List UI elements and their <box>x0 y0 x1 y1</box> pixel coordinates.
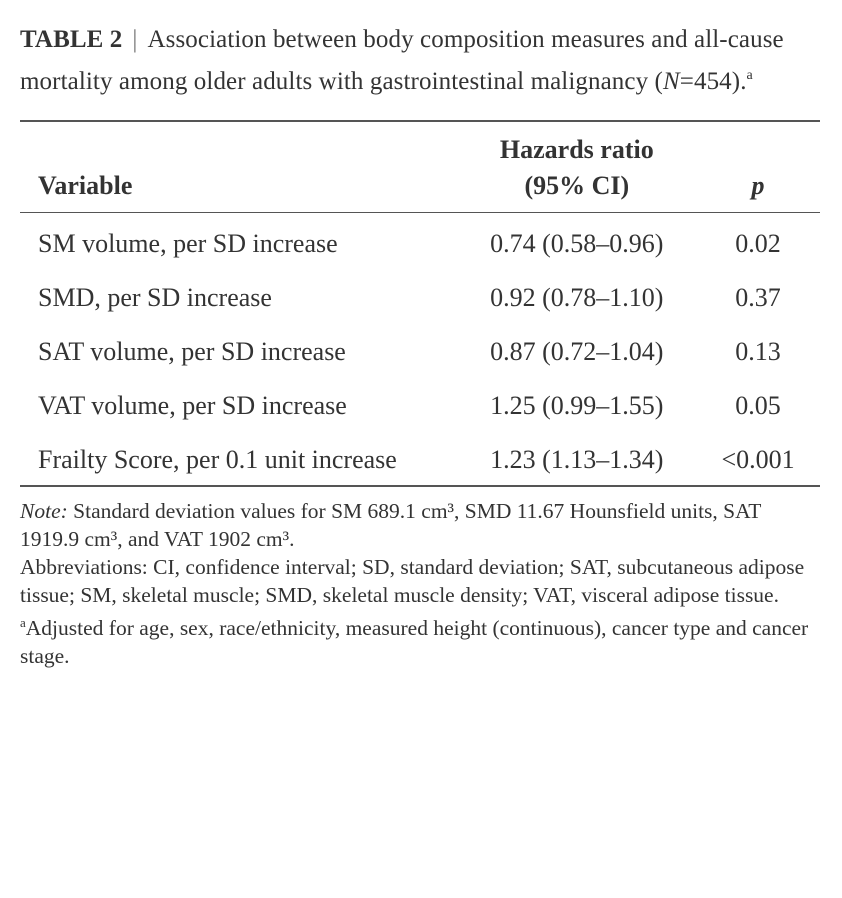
note-paragraph <box>20 497 820 553</box>
results-table <box>20 122 820 485</box>
row-variable: SMD, per SD increase <box>38 283 272 312</box>
row-hazards-ratio: 0.92 (0.78–1.10) <box>490 283 664 312</box>
row-p-value: 0.13 <box>735 337 781 366</box>
footnote-mark: a <box>20 615 26 630</box>
row-hazards-ratio: 0.74 (0.58–0.96) <box>490 229 664 258</box>
caption-separator: | <box>132 26 138 53</box>
row-p-value: 0.02 <box>735 229 781 258</box>
table-row <box>20 317 820 371</box>
caption-text: Association between body composition measures and all-cause mortality among older adults with gastrointestinal malignancy ( <box>20 26 784 95</box>
caption-n-value: =454). <box>679 68 747 95</box>
row-variable: SAT volume, per SD increase <box>38 337 346 366</box>
bottom-rule <box>20 485 820 487</box>
caption-footnote-mark: a <box>746 68 753 83</box>
footnote-paragraph <box>20 609 820 670</box>
header-p-value: p <box>751 171 765 200</box>
table-notes <box>20 497 820 670</box>
table-row <box>20 263 820 317</box>
row-hazards-ratio: 1.23 (1.13–1.34) <box>490 445 664 474</box>
table-row <box>20 425 820 485</box>
footnote-text: Adjusted for age, sex, race/ethnicity, measured height (continuous), cancer type and cancer stage. <box>20 616 809 668</box>
table-caption <box>20 22 820 100</box>
table-row <box>20 371 820 425</box>
note-text: Standard deviation values for SM 689.1 cm³, SMD 11.67 Hounsfield units, SAT 1919.9 cm³, and VAT 1902 cm³. <box>20 499 761 551</box>
header-variable: Variable <box>38 171 133 200</box>
header-hazards-ratio: Hazards ratio (95% CI) <box>499 135 654 200</box>
note-label: Note: <box>20 499 68 523</box>
row-variable: VAT volume, per SD increase <box>38 391 347 420</box>
row-hazards-ratio: 1.25 (0.99–1.55) <box>490 391 664 420</box>
header-row <box>20 122 820 212</box>
table-row <box>20 213 820 263</box>
row-variable: SM volume, per SD increase <box>38 229 338 258</box>
caption-n-symbol: N <box>662 68 680 95</box>
row-hazards-ratio: 0.87 (0.72–1.04) <box>490 337 664 366</box>
row-p-value: 0.37 <box>735 283 781 312</box>
row-p-value: <0.001 <box>721 445 795 474</box>
row-p-value: 0.05 <box>735 391 781 420</box>
row-variable: Frailty Score, per 0.1 unit increase <box>38 445 397 474</box>
table-label: TABLE 2 <box>20 26 123 53</box>
abbreviations-paragraph: Abbreviations: CI, confidence interval; SD, standard deviation; SAT, subcutaneous adipose tissue; SM, skeletal muscle; SMD, skeletal muscle density; VAT, visceral adipose tissue. <box>20 555 805 607</box>
